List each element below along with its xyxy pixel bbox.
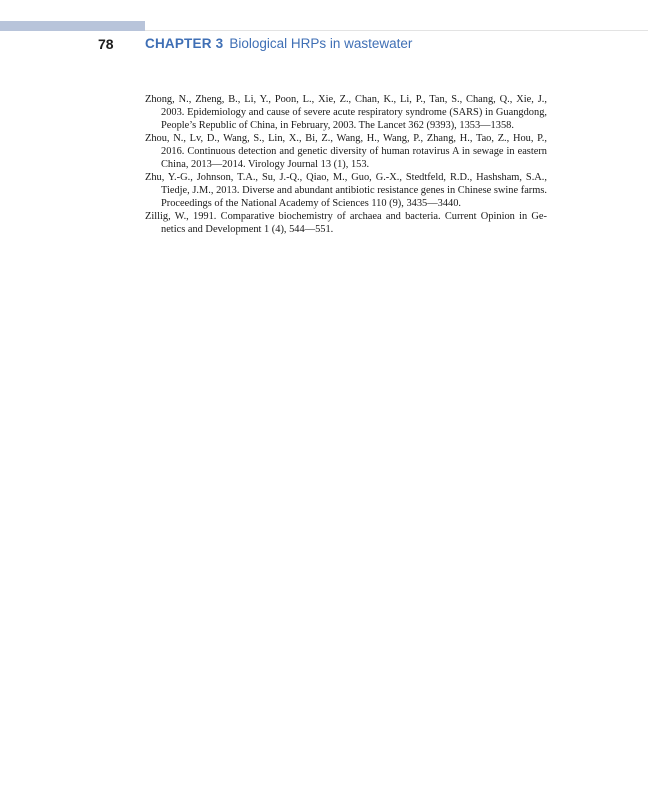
reference-entry: Zillig, W., 1991. Comparative biochemistry of archaea and bacteria. Current Opinion in Genetics and Development 1 (4), 544—551. [145,211,547,235]
chapter-title: Biological HRPs in wastewater [229,36,413,51]
reference-list [145,93,547,236]
header-accent-bar [0,21,145,31]
chapter-heading [145,36,412,51]
reference-entry: Zhou, N., Lv, D., Wang, S., Lin, X., Bi, Z., Wang, H., Wang, P., Zhang, H., Tao, Z., Hou, P., 2016. Continuous detection and genetic diversity of human rotavirus A in sewage in eastern China, 2013—2014. Virology Journal 13 (1), 153. [145,133,547,170]
page-number: 78 [98,36,114,52]
running-header [0,36,648,54]
reference-entry: Zhong, N., Zheng, B., Li, Y., Poon, L., Xie, Z., Chan, K., Li, P., Tan, S., Chang, Q., Xie, J., 2003. Epidemiology and cause of severe acute respiratory syndrome (SARS) in Guangdong, People’s Republic of China, in February, 2003. The Lancet 362 (9393), 1353—1358. [145,94,547,131]
header-rule [145,30,648,31]
chapter-label: CHAPTER 3 [145,36,224,51]
reference-entry: Zhu, Y.-G., Johnson, T.A., Su, J.-Q., Qiao, M., Guo, G.-X., Stedtfeld, R.D., Hashsham, S.A., Tiedje, J.M., 2013. Diverse and abundant antibiotic resistance genes in Chinese swine farms. Proceedings of the National Academy of Sciences 110 (9), 3435—3440. [145,172,547,209]
